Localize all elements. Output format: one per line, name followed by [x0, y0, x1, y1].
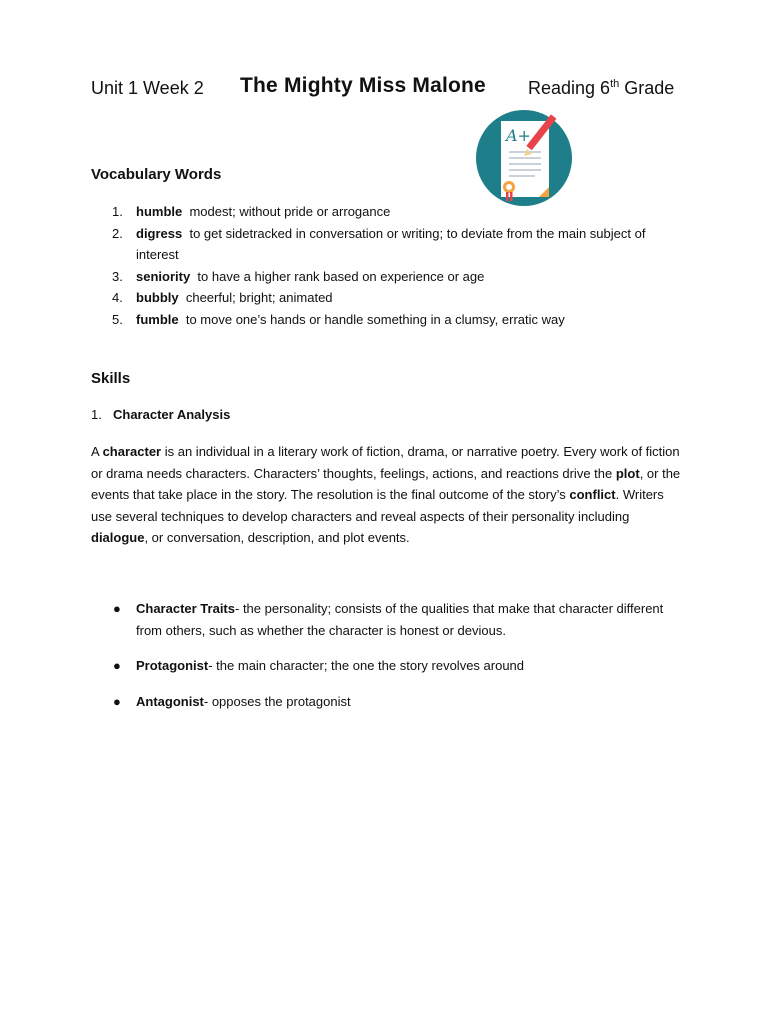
grade-superscript: th: [610, 78, 620, 90]
term-conflict: conflict: [569, 487, 616, 503]
term-plot: plot: [615, 465, 640, 481]
vocab-definition: modest; without pride or arrogance: [182, 204, 391, 219]
vocab-definition: cheerful; bright; animated: [178, 290, 333, 306]
bullet-definition: - opposes the protagonist: [203, 693, 351, 709]
vocab-definition: to get sidetracked in conversation or writing; to deviate from the main subject of interest: [136, 225, 650, 263]
vocab-item: 4. bubbly cheerful; bright; animated: [112, 290, 333, 306]
graded-paper-icon: [475, 108, 573, 208]
character-paragraph: A character is an individual in a literary work of fiction, drama, or narrative poetry. Every work of fiction or drama needs characters. Characters’ thoughts, feelings, actions, and reactions drive the plot, or the events that take place in the story. The resolution is the final outcome of the story’s conflict. Writers use several techniques to develop characters and reveal aspects of their personality including dialogue, or conversation, description, and plot events.: [91, 444, 681, 546]
page-title: The Mighty Miss Malone: [240, 74, 486, 97]
grade-prefix: Reading 6: [528, 78, 611, 98]
bullet-icon: ●: [113, 601, 121, 616]
vocabulary-heading: Vocabulary Words: [91, 166, 222, 183]
bullet-term: Antagonist: [136, 693, 204, 709]
subheading-label: Character Analysis: [113, 407, 231, 422]
subheading-number: 1.: [91, 407, 102, 422]
list-item: [91, 655, 676, 677]
bullet-definition: - the main character; the one the story revolves around: [208, 658, 525, 674]
unit-label: Unit 1 Week 2: [91, 78, 204, 98]
list-item: [91, 598, 676, 641]
term-dialogue: dialogue: [91, 530, 145, 546]
bullet-term: Character Traits: [136, 601, 235, 616]
grade-label: [528, 78, 674, 99]
grade-suffix: Grade: [619, 78, 675, 98]
vocab-term: digress: [136, 225, 183, 241]
list-item: [91, 691, 676, 713]
character-analysis-heading: [91, 407, 230, 422]
vocab-term: humble: [136, 204, 183, 219]
vocab-item: 3. seniority to have a higher rank based on experience or age: [112, 268, 485, 284]
vocab-term: fumble: [136, 311, 179, 327]
bullet-definition: - the personality; consists of the qualities that make that character different from others, such as whether the character is honest or devious.: [136, 601, 664, 638]
vocabulary-list: [91, 201, 676, 331]
vocab-item: 2. digress to get sidetracked in conversation or writing; to deviate from the main subject of interest: [112, 225, 650, 263]
character-terms-list: [91, 598, 676, 726]
page-header: [91, 74, 681, 108]
vocab-definition: to move one’s hands or handle something in a clumsy, erratic way: [178, 311, 565, 327]
skills-heading: Skills: [91, 370, 131, 387]
term-character: character: [102, 444, 162, 459]
logo-grade-text: A+: [506, 126, 531, 145]
vocab-item: 1. humble modest; without pride or arrogance: [112, 204, 391, 219]
vocab-term: bubbly: [136, 290, 179, 306]
bullet-icon: ●: [113, 658, 121, 674]
bullet-term: Protagonist: [136, 658, 209, 674]
vocab-definition: to have a higher rank based on experience or age: [190, 268, 485, 284]
vocab-term: seniority: [136, 268, 191, 284]
vocab-item: 5. fumble to move one’s hands or handle something in a clumsy, erratic way: [112, 311, 565, 327]
bullet-icon: ●: [113, 693, 121, 709]
